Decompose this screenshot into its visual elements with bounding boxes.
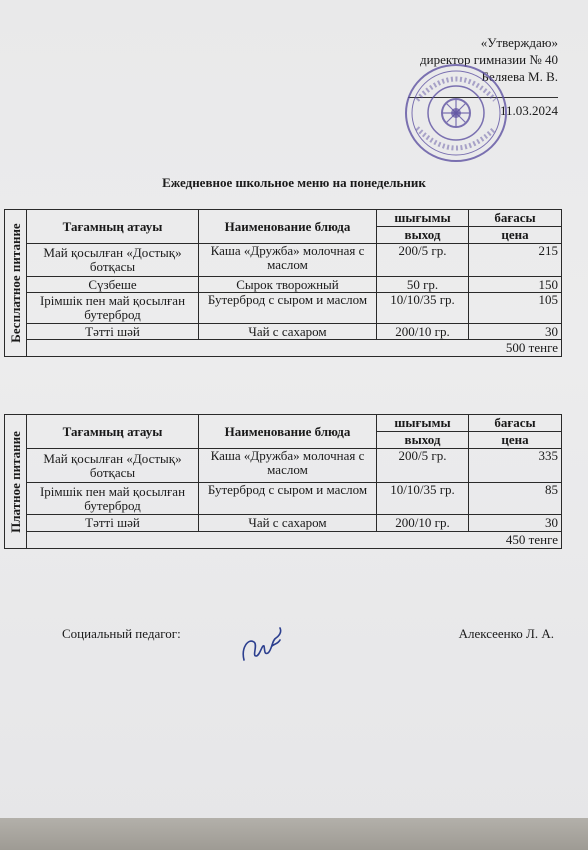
- dish-kz: Тәтті шәй: [27, 324, 199, 340]
- col-output-kz: шығымы: [377, 210, 469, 227]
- approval-position: директор гимназии № 40: [420, 52, 558, 67]
- dish-kz: Май қосылған «Достық» ботқасы: [27, 244, 199, 277]
- dish-ru: Сырок творожный: [199, 277, 377, 293]
- dish-price: 215: [469, 244, 562, 277]
- dish-ru: Каша «Дружба» молочная с маслом: [199, 449, 377, 483]
- paid-meal-table: [4, 414, 562, 549]
- dish-ru: Бутерброд с сыром и маслом: [199, 293, 377, 324]
- col-price-ru: цена: [469, 227, 562, 244]
- dish-output: 200/5 гр.: [377, 244, 469, 277]
- col-output-ru: выход: [377, 227, 469, 244]
- col-output-kz: шығымы: [377, 415, 469, 432]
- dish-kz: Май қосылған «Достық» ботқасы: [27, 449, 199, 483]
- col-ru-name: Наименование блюда: [199, 210, 377, 244]
- dish-price: 150: [469, 277, 562, 293]
- dish-price: 105: [469, 293, 562, 324]
- dish-kz: Ірімшік пен май қосылған бутерброд: [27, 293, 199, 324]
- col-kz-name: Тағамның атауы: [27, 415, 199, 449]
- paid-meal-total: 450 тенге: [27, 532, 562, 549]
- dish-ru: Каша «Дружба» молочная с маслом: [199, 244, 377, 277]
- dish-output: 50 гр.: [377, 277, 469, 293]
- col-kz-name: Тағамның атауы: [27, 210, 199, 244]
- handwritten-signature-icon: [238, 622, 286, 666]
- dish-output: 200/5 гр.: [377, 449, 469, 483]
- menu-title: Ежедневное школьное меню на понедельник: [162, 175, 426, 190]
- col-output-ru: выход: [377, 432, 469, 449]
- dish-kz: Сүзбеше: [27, 277, 199, 293]
- dish-price: 335: [469, 449, 562, 483]
- approval-heading: «Утверждаю»: [480, 35, 558, 50]
- free-meal-total: 500 тенге: [27, 340, 562, 357]
- signer-role: Социальный педагог:: [62, 626, 181, 641]
- official-seal-stamp-icon: [403, 60, 509, 166]
- free-meal-label: Бесплатное питание: [5, 210, 27, 357]
- col-price-kz: бағасы: [469, 415, 562, 432]
- table-row: [5, 515, 562, 532]
- col-ru-name: Наименование блюда: [199, 415, 377, 449]
- table-row: [5, 244, 562, 277]
- dish-output: 200/10 гр.: [377, 324, 469, 340]
- dish-price: 30: [469, 324, 562, 340]
- dish-price: 30: [469, 515, 562, 532]
- dish-output: 200/10 гр.: [377, 515, 469, 532]
- dish-ru: Чай с сахаром: [199, 324, 377, 340]
- paid-meal-label: Платное питание: [5, 415, 27, 549]
- free-meal-table: [4, 209, 562, 357]
- dish-ru: Чай с сахаром: [199, 515, 377, 532]
- table-row: [5, 449, 562, 483]
- table-row: [5, 293, 562, 324]
- approval-person: Беляева М. В.: [481, 69, 558, 84]
- table-surface: [0, 818, 588, 850]
- dish-kz: Ірімшік пен май қосылған бутерброд: [27, 483, 199, 515]
- dish-ru: Бутерброд с сыром и маслом: [199, 483, 377, 515]
- dish-kz: Тәтті шәй: [27, 515, 199, 532]
- col-price-ru: цена: [469, 432, 562, 449]
- dish-output: 10/10/35 гр.: [377, 483, 469, 515]
- approval-date: 11.03.2024: [499, 103, 558, 118]
- dish-price: 85: [469, 483, 562, 515]
- table-row: [5, 324, 562, 340]
- signer-name: Алексеенко Л. А.: [458, 626, 554, 641]
- dish-output: 10/10/35 гр.: [377, 293, 469, 324]
- table-row: [5, 483, 562, 515]
- table-row: [5, 277, 562, 293]
- col-price-kz: бағасы: [469, 210, 562, 227]
